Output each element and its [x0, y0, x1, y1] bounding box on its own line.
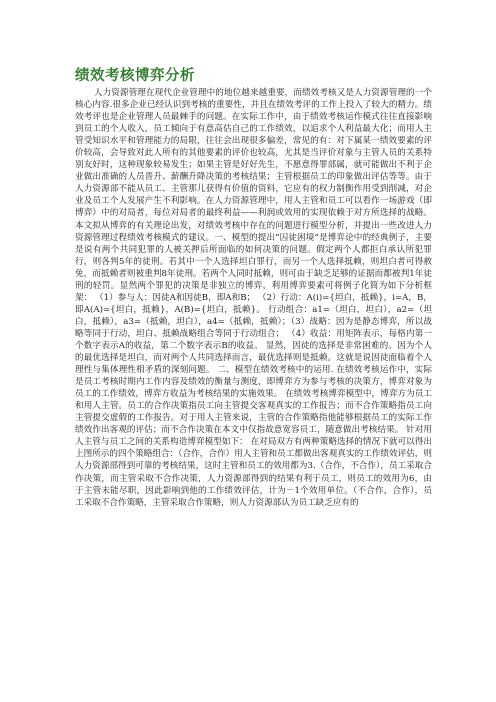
document-title: 绩效考核博弈分析: [75, 68, 195, 84]
document-body: 人力资源管理在现代企业管理中的地位越来越重要，而绩效考核又是人力资源管理的一个核心内容.很多企业已经认识到考核的重要性，并且在绩效考评的工作上投入了较大的精力。绩效考评也是企业管理人员最棘手的问题。在实际工作中，由于绩效考核运作模式往往直接影响到员工的个人收入，员工倾向于有意高估自己的工作绩效，以追求个人利益最大化；而用人主管受知识水平和管理能力的局限，往往会出现很多偏差，常见的有：对下属某一绩效要素的评价较高，会导致对此人所有的其他要素的评价也较高，尤其是当评价对象与主管人员的关系特别友好时，这种现象较易发生；如果主管是好好先生，不愿意得罪部属，就可能做出不利于企业做出准确的人员晋升、薪酬升降决策的考核结果；主管根据员工的印象做出评估等等。由于人力资源部不能从员工、主管那儿获得有价值的资料，它应有的权力制衡作用受到削减，对企业及员工个人发展产生不利影响。在人力资源管理中，用人主管和员工可以看作一场游戏（即博弈）中的对局者，每位对局者的最终利益——利润或效用的实现依赖于对方所选择的战略。本文拟从博弈的有关理论出发，对绩效考核中存在的问题进行模型分析，并提出一些改进人力资源管理过程绩效考核模式的建议。一、模型的提出“囚徒困境”是博弈论中的经典例子，主要是说有两个共同犯罪的人被关押后所面临的如何决策的问题。假定两个人都拒白承认所犯罪行，则各判5年的徒刑。若其中一个人选择坦白罪行，而另一个人选择抵赖，则坦白者可得赦免，而抵赖者则被重判8年徒刑。若两个人同时抵赖，则可由于缺乏足够的证据而都被判1年徒刑的轻罚。显然两个罪犯的决策是非独立的博弈，利用博弈要素可将例子化简为如下分析框架： （1）参与人：因徒A和因徒B，即A和B； （2）行动：A(i)={坦白，抵赖}，i=A，B，即A(A)={坦白，抵赖}，A(B)={坦白，抵赖}。 行动组合：a1=（坦白，坦白），a2=（坦白，抵赖），a3=（抵赖，坦白），a4=（抵赖，抵赖）；（3）战略：因为是静态博弈，所以战略等同于行动，坦白、抵赖战略组合等同于行动组合； （4）收益：用矩阵表示，每格内第一个数字表示A的收益，第二个数字表示B的收益。 显然，因徒的选择是非常困难的。因为个人的最优选择是坦白，而对两个人共同选择而言，最优选择则是抵赖。这就是说因徒面临着个人理性与集体理性相矛盾的深刻问题。 二、模型在绩效考核中的运用. 在绩效考核运作中，实际是员工考核时期内工作内容及绩效的衡量与测度，即博弈方为参与考核的决策方，博弈对象为员工的工作绩效，博弈方收益为考核结果的实施效果。 在绩效考核博弈模型中，博弈方为员工和用人主管。员工的合作决策指员工向主管提交客观真实的工作报告；而不合作策略指员工向主管提交虚假的工作报告。对于用人主管来说，主管的合作策略指他能够根据员工的实际工作绩效作出客观的评估；而不合作决策在本文中仅指故意宽容员工，随意做出考核结果。 针对用人主管与员工之间的关系构造博弈模型如下： 在对局双方有两种策略选择的情况下就可以得出上图所示的四个策略组合：（合作，合作）用人主管和员工都做出客观真实的工作绩效评估，则人力资源部得到可靠的考核结果，这时主管和员工的效用都为3.（合作，不合作），员工采取合作决策，而主管采取不合作决策，人力资源部得到的结果有利于员工，则员工的效用为6，由于主管未能尽职，因此影响到他的工作绩效评估，计为－1个效用单位。（不合作，合作），员工采取不合作策略，主管采取合作策略，则人力资源部认为员工缺乏应有的: [75, 88, 432, 508]
